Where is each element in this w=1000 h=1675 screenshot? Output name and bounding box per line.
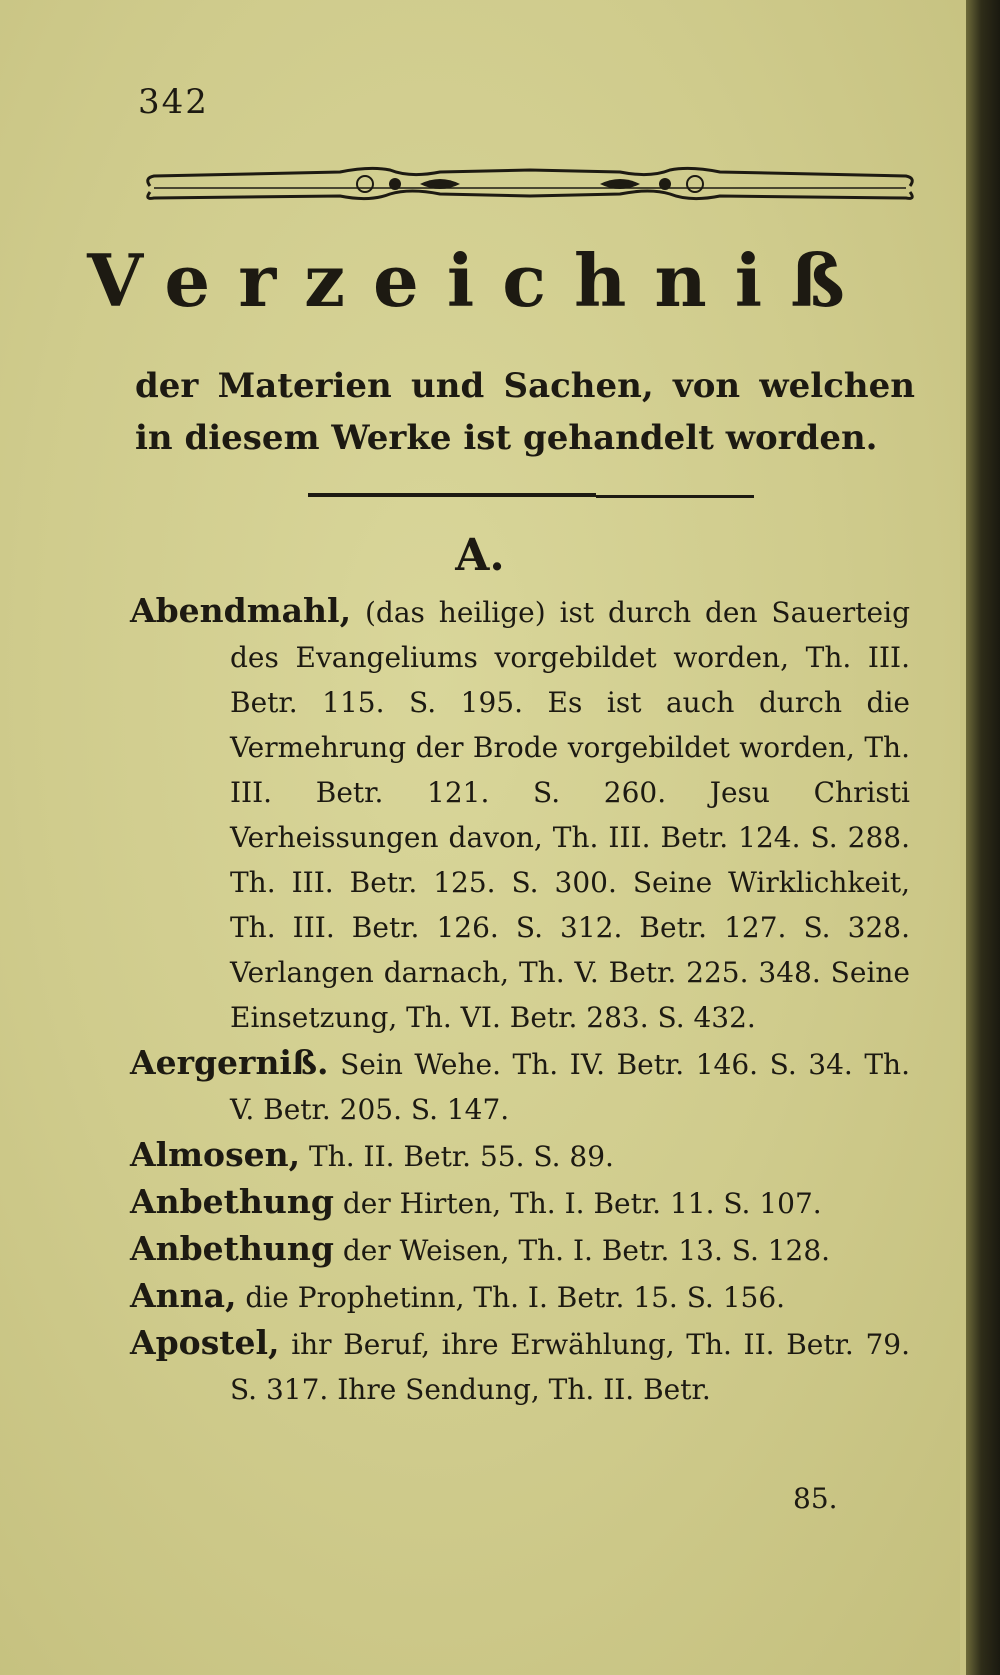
entry-text: der Hirten, Th. I. Betr. 11. S. 107. bbox=[342, 1187, 822, 1220]
entry-text: ihr Beruf, ihre Erwählung, Th. II. Betr. 79. S. 317. Ihre Sendung, Th. II. Betr. bbox=[230, 1328, 910, 1406]
index-entry bbox=[130, 1320, 910, 1412]
entry-term: Anna, bbox=[130, 1276, 237, 1315]
index-entry bbox=[130, 1040, 910, 1132]
divider-rule-end bbox=[596, 495, 754, 498]
entry-term: Abendmahl, bbox=[130, 591, 352, 630]
index-entries bbox=[130, 588, 910, 1412]
entry-term: Apostel, bbox=[130, 1323, 280, 1362]
entry-term: Anbethung bbox=[130, 1229, 334, 1268]
page-number: 342 bbox=[138, 82, 209, 122]
entry-text: Sein Wehe. Th. IV. Betr. 146. S. 34. Th. V. Betr. 205. S. 147. bbox=[230, 1048, 910, 1126]
page-title: Verzeichniß bbox=[87, 238, 873, 323]
entry-term: Almosen, bbox=[130, 1135, 301, 1174]
catchword: 85. bbox=[793, 1482, 838, 1515]
index-entry bbox=[130, 1132, 910, 1179]
index-entry bbox=[130, 1179, 910, 1226]
divider-rule bbox=[308, 493, 596, 497]
entry-term: Aergerniß. bbox=[130, 1043, 329, 1082]
entry-text: der Weisen, Th. I. Betr. 13. S. 128. bbox=[342, 1234, 831, 1267]
entry-text: (das heilige) ist durch den Sauerteig des Evangeliums vorgebildet worden, Th. III. Betr. 115. S. 195. Es ist auch durch die Vermehrung der Brode vorgebildet worden, Th. III. Betr. 121. S. 260. Jesu Christi Verheissungen davon, Th. III. Betr. 124. S. 288. Th. III. Betr. 125. S. 300. Seine Wirklichkeit, Th. III. Betr. 126. S. 312. Betr. 127. S. 328. Verlangen darnach, Th. V. Betr. 225. 348. Seine Einsetzung, Th. VI. Betr. 283. S. 432. bbox=[230, 596, 910, 1034]
index-entry bbox=[130, 1226, 910, 1273]
subtitle: der Materien und Sachen, von welchen in diesem Werke ist gehandelt worden. bbox=[135, 366, 915, 458]
entry-term: Anbethung bbox=[130, 1182, 334, 1221]
entry-text: die Prophetinn, Th. I. Betr. 15. S. 156. bbox=[245, 1281, 786, 1314]
section-letter: A. bbox=[455, 530, 505, 581]
ornamental-divider bbox=[140, 158, 920, 218]
index-entry bbox=[130, 588, 910, 1040]
book-spine-edge bbox=[966, 0, 1000, 1675]
entry-text: Th. II. Betr. 55. S. 89. bbox=[309, 1140, 614, 1173]
index-entry bbox=[130, 1273, 910, 1320]
